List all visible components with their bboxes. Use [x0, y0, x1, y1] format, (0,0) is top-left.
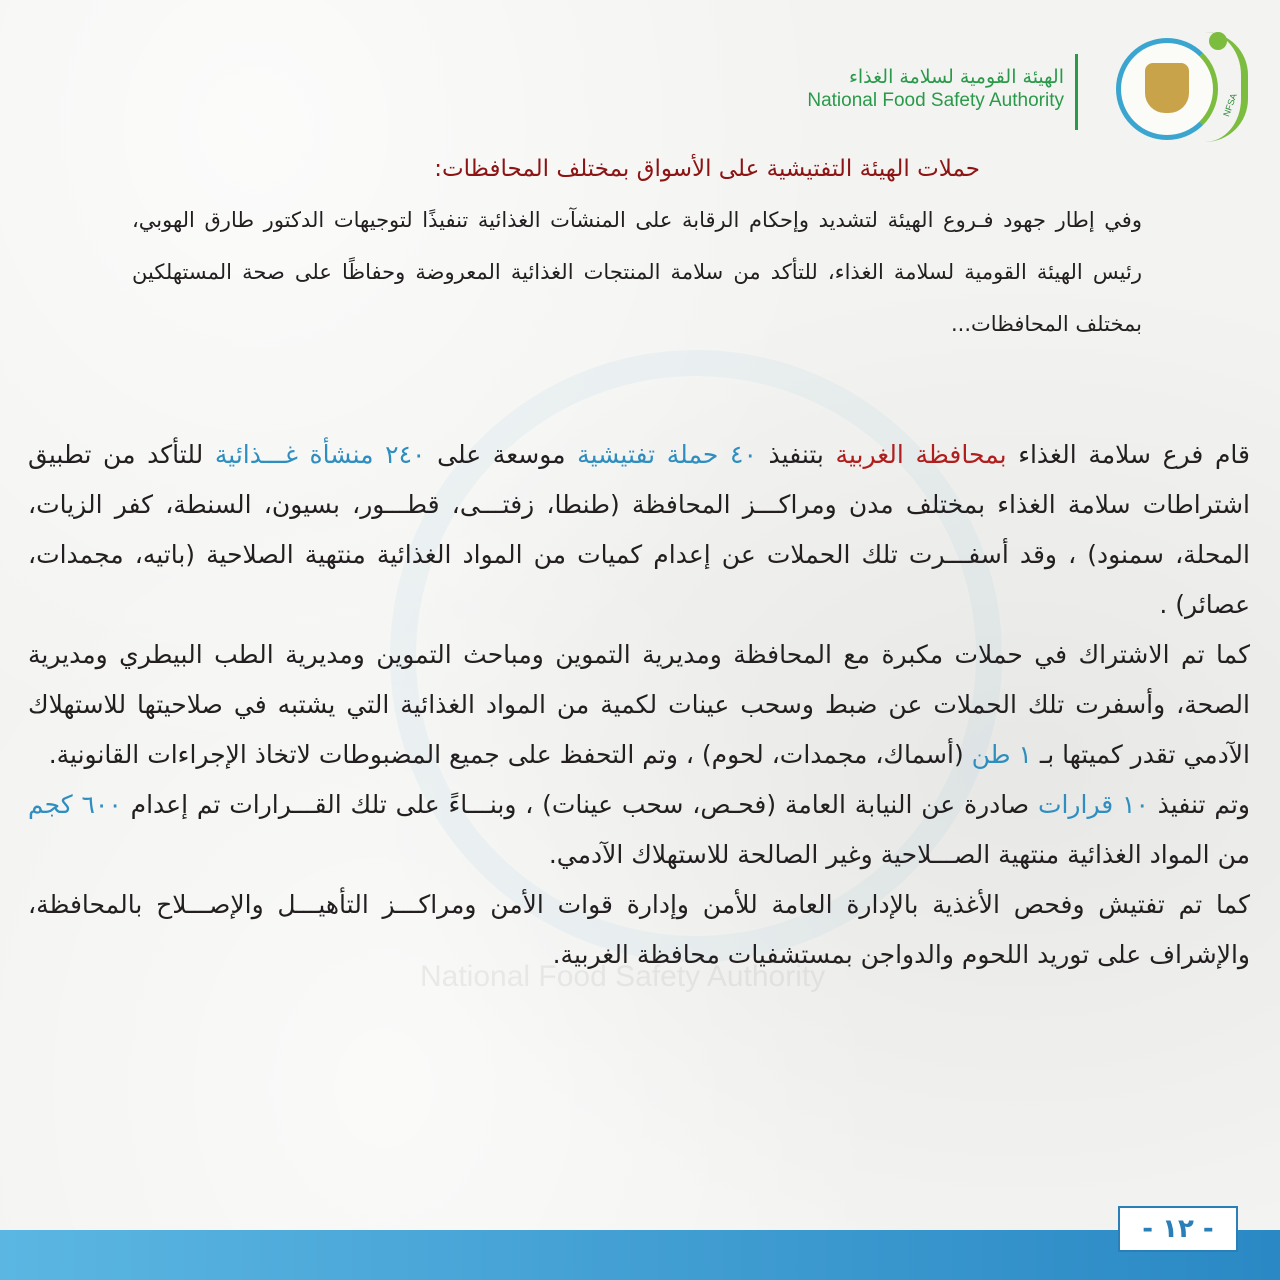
quantity-kg-highlight: ٦٠٠ كجم [28, 790, 122, 819]
paragraph-2-text-a: كما تم الاشتراك في حملات مكبرة مع المحافظة ومديرية التموين ومباحث التموين ومديرية الطب البيطري ومديرية الصحة، وأسفرت تلك الحملات عن ضبط وسحب عينات لكمية من المواد الغذائية التي يشتبه في صلاحيتها للاستهلاك الآدمي تقدر كميتها بـ [28, 640, 1250, 769]
paragraph-1-text-e: موسعة على [425, 440, 578, 469]
paragraph-1-text-c: بتنفيذ [756, 440, 836, 469]
article-body [28, 430, 1250, 980]
decisions-count-highlight: ١٠ قرارات [1037, 790, 1149, 819]
logo-figure-icon [1205, 32, 1248, 142]
paragraph-2-text-c: (أسماك، مجمدات، لحوم) ، وتم التحفظ على جميع المضبوطات لاتخاذ الإجراءات القانونية. [48, 740, 972, 769]
intro-title: حملات الهيئة التفتيشية على الأسواق بمختلف المحافظات: [434, 156, 980, 182]
brand-name-arabic: الهيئة القومية لسلامة الغذاء [848, 66, 1064, 88]
paragraph-1-text-a: قام فرع سلامة الغذاء [1006, 440, 1250, 469]
paragraph-3-text-c: صادرة عن النيابة العامة (فحـص، سحب عينات) ، وبنـــاءً على تلك القـــرارات تم إعدام [121, 790, 1038, 819]
page-number: - ١٢ - [1118, 1206, 1238, 1252]
paragraph-2 [28, 630, 1250, 780]
intro-section [132, 194, 1142, 350]
paragraph-3-text-e: من المواد الغذائية منتهية الصـــلاحية وغير الصالحة للاستهلاك الآدمي. [548, 840, 1250, 869]
footer-bar [0, 1230, 1280, 1280]
logo-nfsa-text: NFSA [1221, 92, 1239, 118]
brand-name-english: National Food Safety Authority [807, 90, 1064, 111]
page-header [768, 30, 1248, 150]
logo-figure-head-icon [1209, 32, 1227, 50]
quantity-ton-highlight: ١ طن [971, 740, 1032, 769]
campaign-count-highlight: ٤٠ حملة تفتيشية [577, 440, 757, 469]
paragraph-3 [28, 780, 1250, 880]
nfsa-logo-icon [1116, 38, 1218, 140]
background-watermark-text: National Food Safety Authority [420, 960, 826, 993]
eagle-emblem-icon [1145, 63, 1189, 113]
paragraph-3-text-a: وتم تنفيذ [1148, 790, 1250, 819]
intro-paragraph: وفي إطار جهود فـروع الهيئة لتشديد وإحكام الرقابة على المنشآت الغذائية تنفيذًا لتوجيهات الدكتور طارق الهوبي، رئيس الهيئة القومية لسلامة الغذاء، للتأكد من سلامة المنتجات الغذائية المعروضة وحفاظًا على صحة المستهلكين بمختلف المحافظات... [132, 208, 1142, 336]
paragraph-1 [28, 430, 1250, 630]
header-divider [1075, 54, 1078, 130]
facility-count-highlight: ٢٤٠ منشأة غـــذائية [214, 440, 426, 469]
paragraph-4: كما تم تفتيش وفحص الأغذية بالإدارة العامة للأمن وإدارة قوات الأمن ومراكـــز التأهيـــل والإصـــلاح بالمحافظة، والإشراف على توريد اللحوم والدواجن بمستشفيات محافظة الغربية. [28, 890, 1250, 969]
governorate-highlight: بمحافظة الغربية [835, 440, 1007, 469]
paragraph-1-text-g: للتأكد من تطبيق اشتراطات سلامة الغذاء بمختلف مدن ومراكـــز المحافظة (طنطا، زفتـــى، قطـــور، بسيون، السنطة، كفر الزيات، المحلة، سمنود) ، وقد أسفـــرت تلك الحملات عن إعدام كميات من المواد الغذائية منتهية الصلاحية (باتيه، مجمدات، عصائر) . [28, 440, 1250, 619]
